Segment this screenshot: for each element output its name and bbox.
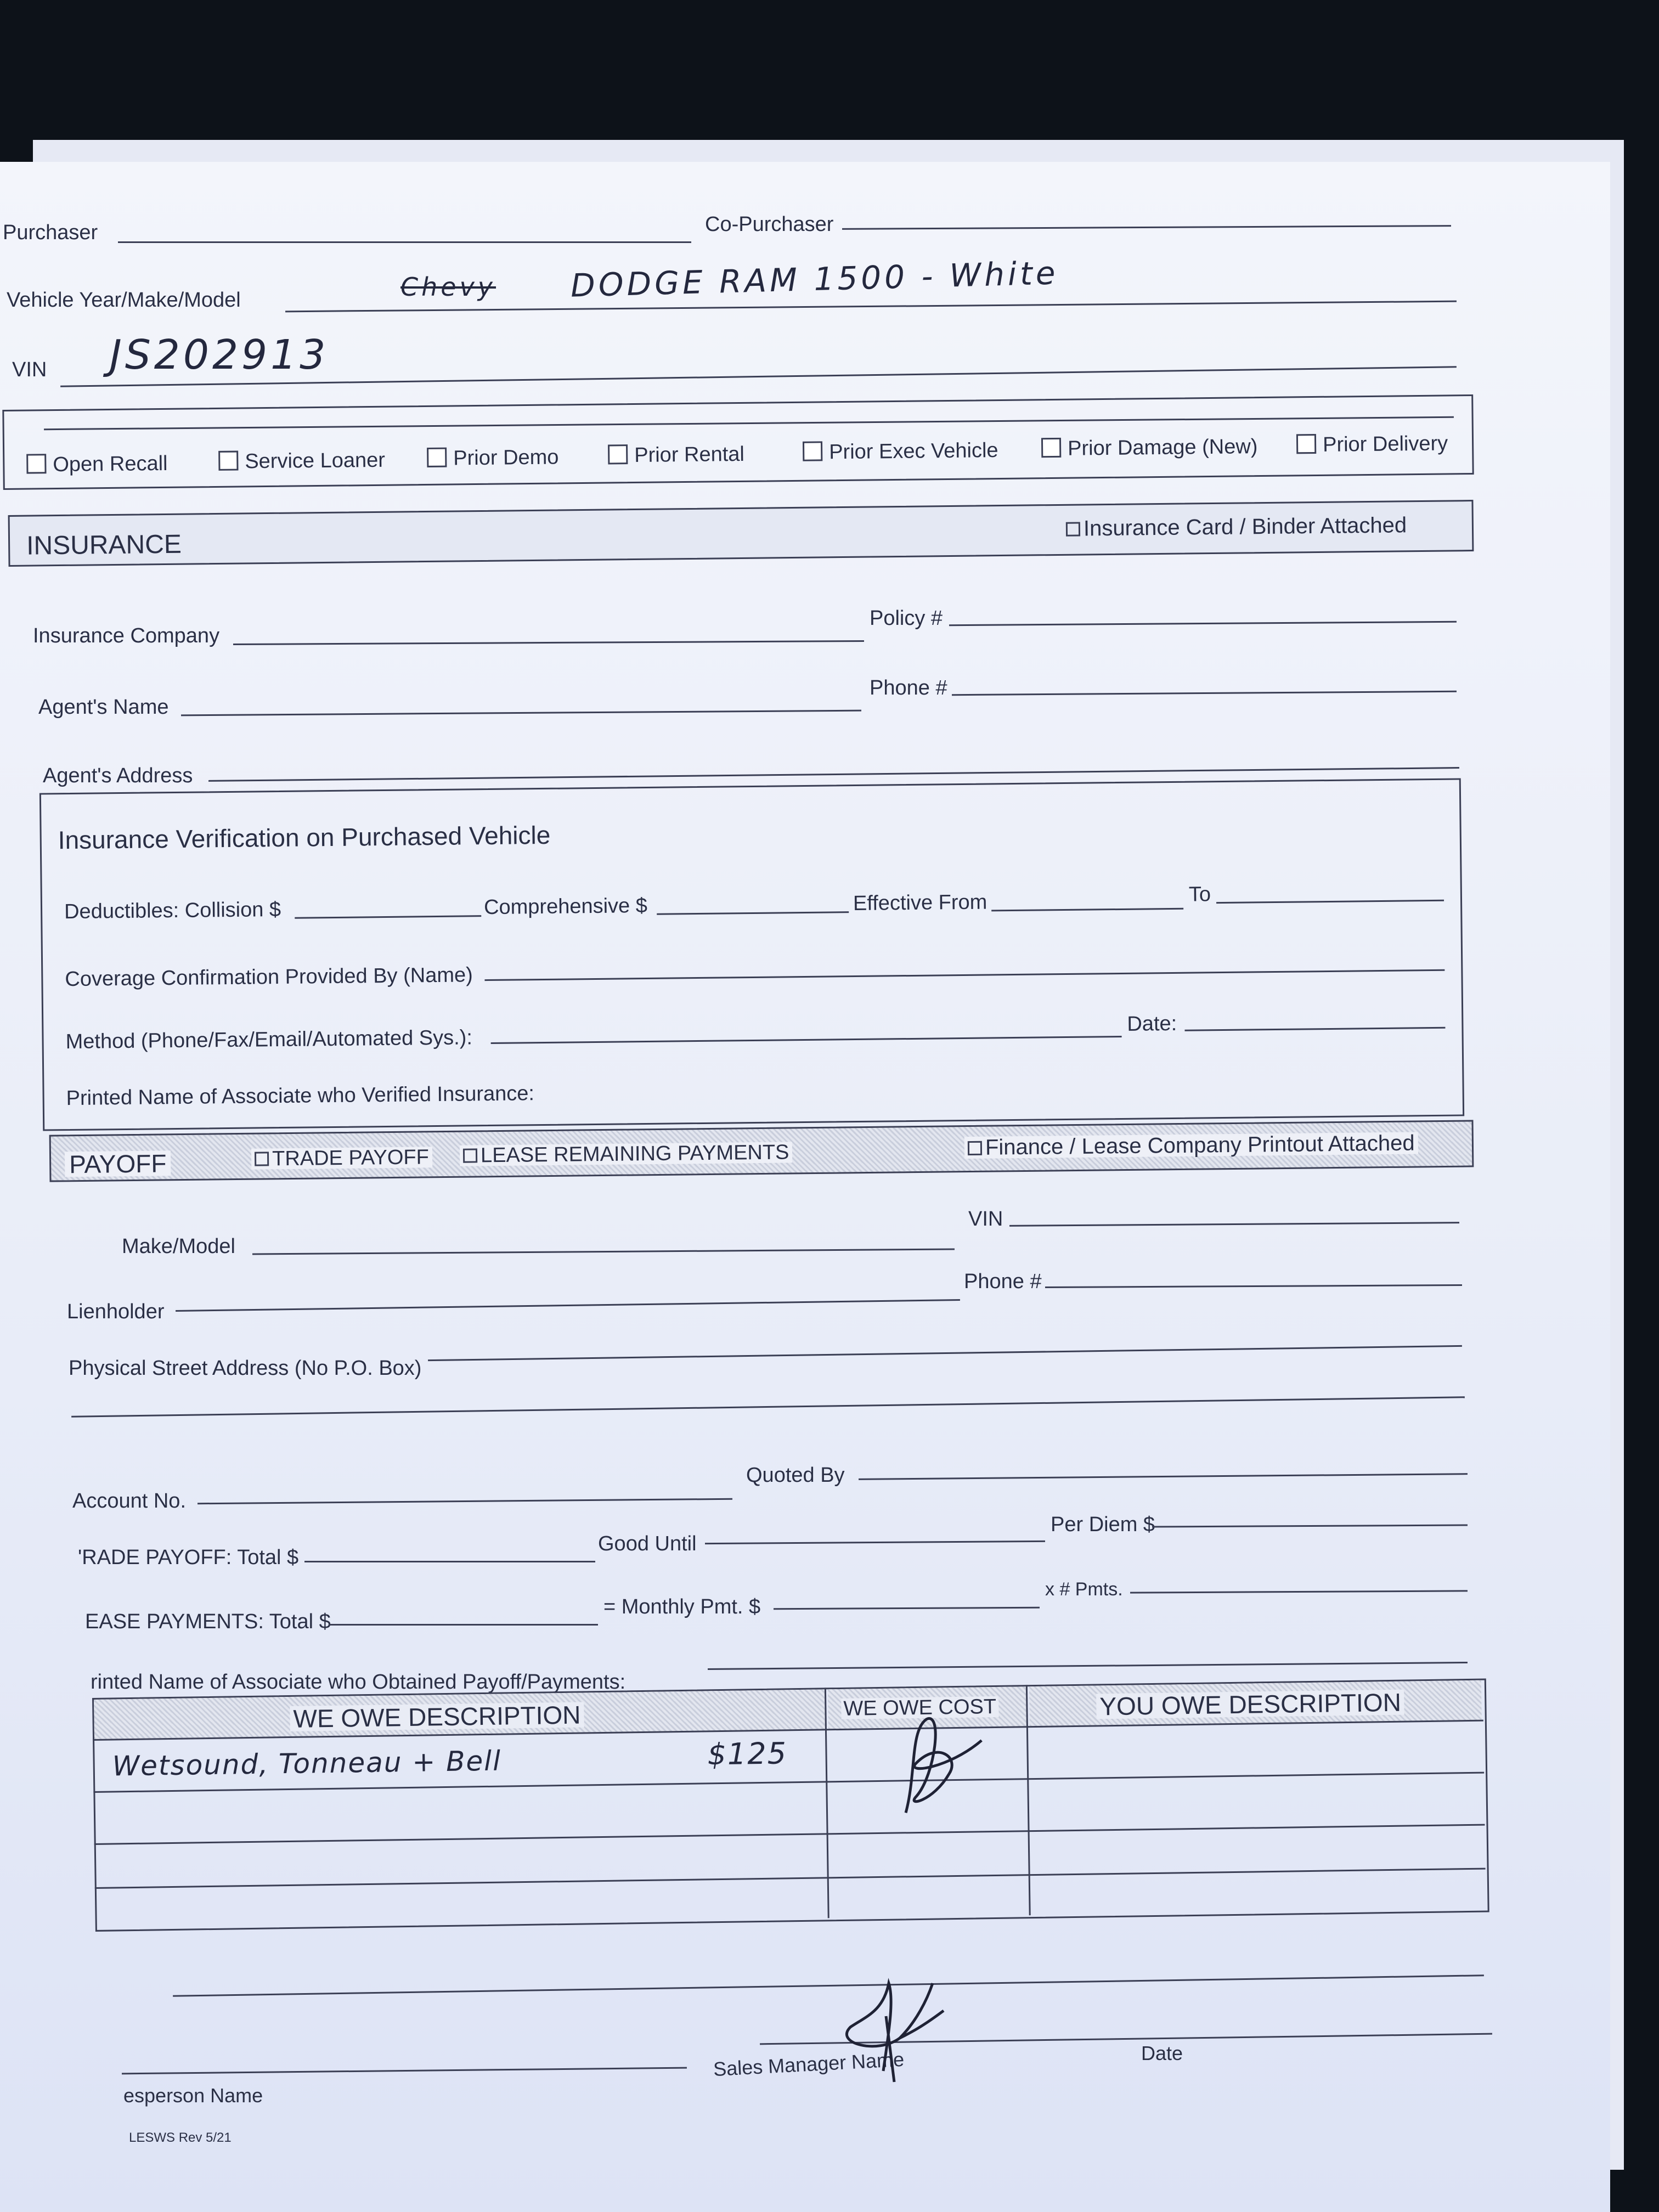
co-purchaser-line[interactable] <box>842 225 1451 230</box>
policy-label: Policy # <box>870 607 943 630</box>
pmts-line[interactable] <box>1130 1590 1468 1593</box>
lienholder-line[interactable] <box>176 1299 960 1312</box>
vin-value: JS202913 <box>110 331 329 379</box>
we-owe-row-1-cost[interactable]: $125 <box>707 1736 788 1772</box>
form-code: LESWS Rev 5/21 <box>129 2130 232 2145</box>
insurance-card-attached[interactable]: Insurance Card / Binder Attached <box>1066 514 1407 540</box>
monthly-pmt-label: = Monthly Pmt. $ <box>603 1595 761 1618</box>
insurance-phone-label: Phone # <box>870 676 947 699</box>
account-no-label: Account No. <box>72 1489 186 1513</box>
agent-name-line[interactable] <box>181 710 861 716</box>
printout-checkbox[interactable] <box>968 1141 982 1155</box>
flag-open-recall[interactable]: Open Recall <box>26 453 168 476</box>
owe-table <box>92 1679 1486 1928</box>
insurance-company-label: Insurance Company <box>33 624 220 647</box>
verified-associate-label: Printed Name of Associate who Verified Insurance: <box>66 1082 535 1110</box>
form-sheet <box>0 162 1610 2212</box>
agent-address-label: Agent's Address <box>43 764 193 787</box>
vehicle-value: DODGE RAM 1500 - White <box>570 254 1059 304</box>
payoff-associate-label: rinted Name of Associate who Obtained Payoff/Payments: <box>91 1671 626 1694</box>
we-owe-description-header: WE OWE DESCRIPTION <box>290 1702 584 1731</box>
vehicle-flags-box <box>2 394 1474 490</box>
comprehensive-line[interactable] <box>657 911 849 915</box>
date-label: Date <box>1141 2042 1183 2064</box>
verification-title: Insurance Verification on Purchased Vehicle <box>58 820 551 855</box>
vin-label: VIN <box>12 358 47 381</box>
purchaser-label: Purchaser <box>3 221 98 244</box>
sales-manager-signature <box>834 1978 949 2087</box>
trade-payoff-option[interactable]: TRADE PAYOFF <box>251 1147 432 1169</box>
method-date-line[interactable] <box>1184 1027 1445 1031</box>
method-label: Method (Phone/Fax/Email/Automated Sys.): <box>65 1026 473 1054</box>
purchaser-line[interactable] <box>118 241 691 243</box>
monthly-pmt-line[interactable] <box>774 1607 1040 1610</box>
salesperson-label: esperson Name <box>123 2084 263 2107</box>
lease-total-line[interactable] <box>329 1624 598 1626</box>
printout-attached[interactable]: Finance / Lease Company Printout Attached <box>964 1132 1418 1159</box>
coverage-line[interactable] <box>484 969 1444 981</box>
prior-damage-checkbox[interactable] <box>1041 438 1061 458</box>
payoff-title: PAYOFF <box>65 1150 171 1177</box>
payoff-vin-line[interactable] <box>1009 1222 1459 1227</box>
payoff-phone-label: Phone # <box>964 1270 1042 1293</box>
payoff-make-model-line[interactable] <box>252 1249 955 1255</box>
prior-demo-checkbox[interactable] <box>427 448 447 467</box>
good-until-label: Good Until <box>598 1532 697 1555</box>
effective-from-label: Effective From <box>853 890 988 916</box>
street-address-line[interactable] <box>428 1345 1462 1361</box>
lease-total-label: EASE PAYMENTS: Total $ <box>85 1610 331 1633</box>
street-address-label: Physical Street Address (No P.O. Box) <box>69 1357 422 1380</box>
vehicle-struck-value: Chevy <box>400 272 496 302</box>
prior-delivery-checkbox[interactable] <box>1296 434 1316 454</box>
comprehensive-label: Comprehensive $ <box>483 894 648 919</box>
you-owe-description-header: YOU OWE DESCRIPTION <box>1096 1690 1404 1719</box>
per-diem-label: Per Diem $ <box>1051 1513 1155 1536</box>
prior-exec-vehicle-checkbox[interactable] <box>803 441 822 461</box>
payoff-header-box <box>49 1120 1474 1182</box>
account-no-line[interactable] <box>198 1498 732 1505</box>
method-line[interactable] <box>491 1036 1122 1044</box>
insurance-card-checkbox[interactable] <box>1066 522 1080 537</box>
vehicle-line[interactable] <box>285 301 1457 313</box>
payoff-associate-line[interactable] <box>708 1662 1468 1670</box>
pmts-label: x # Pmts. <box>1045 1579 1123 1600</box>
policy-line[interactable] <box>949 621 1457 626</box>
lienholder-label: Lienholder <box>67 1300 165 1323</box>
insurance-title: INSURANCE <box>26 529 182 561</box>
payoff-vin-label: VIN <box>968 1207 1003 1231</box>
insurance-company-line[interactable] <box>233 640 864 645</box>
insurance-header-box <box>8 500 1474 567</box>
quoted-by-line[interactable] <box>859 1473 1468 1480</box>
vehicle-label: Vehicle Year/Make/Model <box>7 289 241 312</box>
trade-total-label: 'RADE PAYOFF: Total $ <box>78 1546 299 1569</box>
quoted-by-label: Quoted By <box>746 1464 845 1487</box>
agent-address-line[interactable] <box>208 767 1459 782</box>
lease-remaining-checkbox[interactable] <box>463 1148 477 1163</box>
effective-from-line[interactable] <box>991 908 1183 912</box>
service-loaner-checkbox[interactable] <box>218 451 238 471</box>
verification-box <box>40 778 1464 1131</box>
per-diem-line[interactable] <box>1152 1524 1468 1527</box>
flag-prior-delivery[interactable]: Prior Delivery <box>1296 432 1448 455</box>
extra-signature-line <box>173 1974 1484 1997</box>
agent-name-label: Agent's Name <box>38 696 169 719</box>
flag-prior-rental[interactable]: Prior Rental <box>608 443 744 466</box>
initials-signature <box>882 1707 994 1824</box>
collision-line[interactable] <box>295 915 481 919</box>
to-label: To <box>1188 883 1211 906</box>
trade-total-line[interactable] <box>304 1561 595 1562</box>
sales-manager-label: Sales Manager Name <box>713 2047 905 2081</box>
insurance-phone-line[interactable] <box>952 691 1457 696</box>
payoff-make-model-label: Make/Model <box>122 1235 235 1258</box>
lease-remaining-option[interactable]: LEASE REMAINING PAYMENTS <box>460 1142 793 1166</box>
flag-prior-damage[interactable]: Prior Damage (New) <box>1041 436 1258 459</box>
trade-payoff-checkbox[interactable] <box>255 1152 269 1166</box>
prior-rental-checkbox[interactable] <box>608 444 628 464</box>
co-purchaser-label: Co-Purchaser <box>705 213 834 236</box>
method-date-label: Date: <box>1127 1012 1177 1036</box>
deductibles-label: Deductibles: Collision $ <box>64 898 281 924</box>
coverage-label: Coverage Confirmation Provided By (Name) <box>65 963 473 991</box>
we-owe-cost-header: WE OWE COST <box>841 1696 998 1719</box>
we-owe-row-1-description[interactable]: Wetsound, Tonneau + Bell <box>112 1745 502 1782</box>
payoff-phone-line[interactable] <box>1045 1284 1462 1288</box>
flag-service-loaner[interactable]: Service Loaner <box>218 449 385 472</box>
flag-prior-demo[interactable]: Prior Demo <box>427 446 559 469</box>
to-line[interactable] <box>1216 900 1444 904</box>
street-address-line-2[interactable] <box>71 1396 1465 1417</box>
salesperson-line[interactable] <box>122 2067 687 2075</box>
open-recall-checkbox[interactable] <box>26 454 46 473</box>
flag-prior-exec-vehicle[interactable]: Prior Exec Vehicle <box>803 439 998 463</box>
good-until-line[interactable] <box>705 1541 1045 1544</box>
